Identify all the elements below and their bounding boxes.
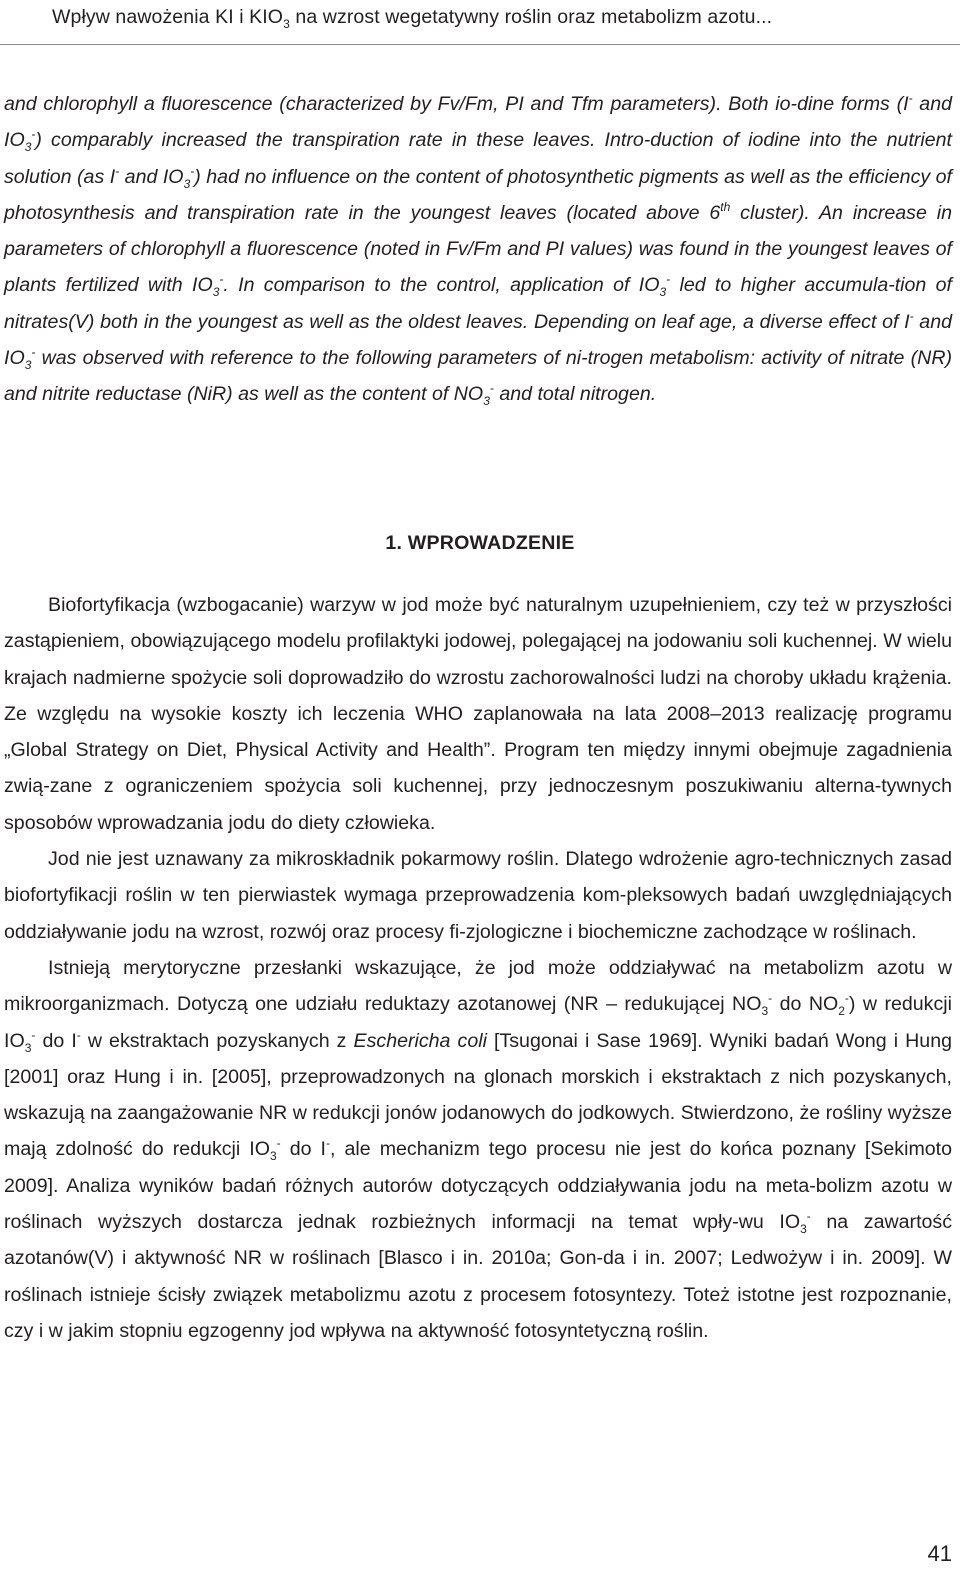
paragraph: Biofortyfikacja (wzbogacanie) warzyw w jod może być naturalnym uzupełnieniem, czy też w przyszłości zastąpieniem, obowiązującego modelu profilaktyki jodowej, polegającej na jodowaniu soli kuchennej. W wielu krajach nadmierne spożycie soli doprowadziło do wzrostu zachorowalności ludzi na choroby układu krążenia. Ze względu na wysokie koszty ich leczenia WHO zaplanowała na lata 2008–2013 realizację programu „Global Strategy on Diet, Physical Activity and Health”. Program ten między innymi obejmuje zagadnienia zwią-zane z ograniczeniem spożycia soli kuchennej, przy jednoczesnym poszukiwaniu alterna-tywnych sposobów wprowadzania jodu do diety człowieka. [4,594,952,834]
english-abstract [4,86,952,413]
abstract-sentence: In comparison to the control, application of $IO_3^-$ led to higher accumula-tion of nitrates(V) both in the youngest as well as the oldest leaves. [4,272,952,333]
abstract-text [4,86,952,413]
abstract-sentence: Depending on leaf age, a diverse effect of I- and $IO_3^-$ was observed with reference to the following parameters of ni-trogen metabolism: activity of nitrate (NR) and nitrite reductase (NiR) as well as the content of $NO_3^-$ and total nitrogen. [4,308,952,409]
section-heading: 1. WPROWADZENIE [385,532,575,554]
abstract-sentence: and chlorophyll a fluorescence (characterized by Fv/Fm, PI and Tfm parameters). Both io-dine forms (I- and $IO_3^-$) comparably increased the transpiration rate in these leaves. [4,91,952,155]
running-header [0,0,960,45]
abstract-sentence: An increase in parameters of chlorophyll a fluorescence (noted in Fv/Fm and PI values) was found in the youngest leaves of plants fertilized with $IO_3^-$. [4,201,952,300]
paragraph: Jod nie jest uznawany za mikroskładnik pokarmowy roślin. Dlatego wdrożenie agro-technicznych zasad biofortyfikacji roślin w ten pierwiastek wymaga przeprowadzenia kom-pleksowych badań uwzględniających oddziaływanie jodu na wzrost, rozwój oraz procesy fi-zjologiczne i biochemiczne zachodzące w roślinach. [4,848,952,943]
body-text [4,587,952,1349]
paragraph: Istnieją merytoryczne przesłanki wskazujące, że jod może oddziaływać na metabolizm azotu w mikroorganizmach. Dotyczą one udziału reduktazy azotanowej (NR – redukującej $NO_3^-$ do $NO_2^-$) w redukcji $IO_3^-$ do I- w ekstraktach pozyskanych z Eschericha coli [Tsugonai i Sase 1969]. Wyniki badań Wong i Hung [2001] oraz Hung i in. [2005], przeprowadzonych na glonach morskich i ekstraktach z nich pozyskanych, wskazują na zaangażowanie NR w redukcji jonów jodanowych do jodkowych. Stwierdzono, że rośliny wyższe mają zdolność do redukcji $IO_3^-$ do I-, ale mechanizm tego procesu nie jest do końca poznany [Sekimoto 2009]. Analiza wyników badań różnych autorów dotyczących oddziaływania jodu na meta-bolizm azotu w roślinach wyższych dostarcza jednak rozbieżnych informacji na temat wpły-wu $IO_3^-$ na zawartość azotanów(V) i aktywność NR w roślinach [Blasco i in. 2010a; Gon-da i in. 2007; Ledwożyw i in. 2009]. W roślinach istnieje ścisły związek metabolizmu azotu z procesem fotosyntezy. Toteż istotne jest rozpoznanie, czy i w jakim stopniu egzogenny jod wpływa na aktywność fotosyntetyczną roślin. [4,956,953,1342]
abstract-sentence: Intro-duction of iodine into the nutrient solution (as I- and $IO_3^-$) had no influence on the content of photosynthetic pigments as well as the efficiency of photosynthesis and transpiration rate in the youngest leaves (located above 6th cluster). [4,129,953,224]
page-number: 41 [927,1541,952,1566]
running-header-text: Wpływ nawożenia KI i $KIO_3$ na wzrost wegetatywny roślin oraz metabolizm azotu... [52,6,773,31]
